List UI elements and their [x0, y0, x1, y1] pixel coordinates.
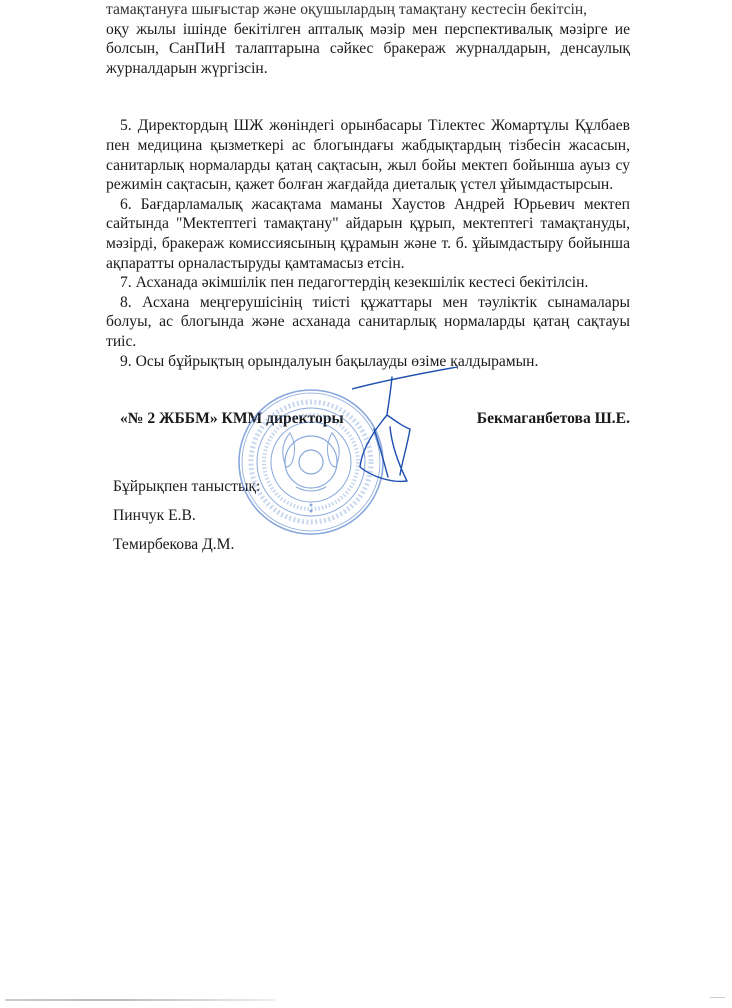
item-text: Бағдарламалық жасақтама маманы Хаустов Андрей Юрьевич мектеп сайтында "Мектептегі тамақтану" айдарын құрып, мектептегі тамақтануды, мәзірді, бракераж комиссиясының құрамын және т. б. ұйымдастыру бойынша ақпаратты орналастыруды қамтамасыз етсін. [106, 195, 630, 272]
acknowledgement-block [106, 477, 630, 555]
paragraph-spacer [106, 78, 630, 116]
scan-edge-mark [710, 997, 725, 998]
item-number: 9. [120, 352, 132, 370]
item-number: 8. [120, 293, 132, 311]
document-body [106, 0, 630, 555]
acknowledgement-name: Темирбекова Д.М. [113, 536, 235, 554]
signatory-position: «№ 2 ЖББМ» КММ директоры [120, 410, 344, 428]
item-text: Директордың ШЖ жөніндегі орынбасары Тілектес Жомартұлы Құлбаев пен медицина қызметкері ас блогындағы жабдықтардың тізбесін жасасын, санитарлық нормаларды қатаң сақтасын, жыл бойы мектеп бойынша ауыз су режимін сақтасын, қажет болған жағдайда диеталық үстел ұйымдастырсын. [106, 117, 630, 194]
list-item-8 [106, 293, 630, 352]
list-item-6 [106, 195, 630, 273]
list-item-5 [106, 116, 630, 194]
list-item-9 [106, 352, 630, 372]
item-text: Асханада әкімшілік пен педагогтердің кезекшілік кестесі бекітілсін. [135, 274, 589, 292]
item-number: 5. [120, 117, 132, 135]
item-number: 7. [120, 274, 132, 292]
list-item-7 [106, 273, 630, 293]
acknowledgement-title: Бұйрықпен таныстық: [113, 478, 261, 496]
cropped-top-line: тамақтануға шығыстар және оқушылардың тамақтану кестесін бекітсін, [106, 1, 588, 18]
item-text: Асхана меңгерушісінің тиісті құжаттары мен тәуліктік сынамалары болуы, ас блогында және асханада санитарлық нормаларды қатаң сақтауы тиіс. [106, 293, 630, 350]
acknowledgement-name: Пинчук Е.В. [113, 507, 196, 525]
item-text: Осы бұйрықтың орындалуын бақылауды өзіме қалдырамын. [135, 352, 539, 370]
signatory-name: Бекмаганбетова Ш.Е. [476, 410, 630, 428]
signature-block [106, 409, 630, 429]
scan-edge-mark [5, 999, 275, 1001]
item-number: 6. [120, 195, 132, 213]
intro-continuation: оқу жылы ішінде бекітілген апталық мәзір мен перспективалық мәзірге ие болсын, СанПиН талаптарына сәйкес бракераж журналдарын, денсаулық журналдарын жүргізсін. [106, 20, 630, 77]
